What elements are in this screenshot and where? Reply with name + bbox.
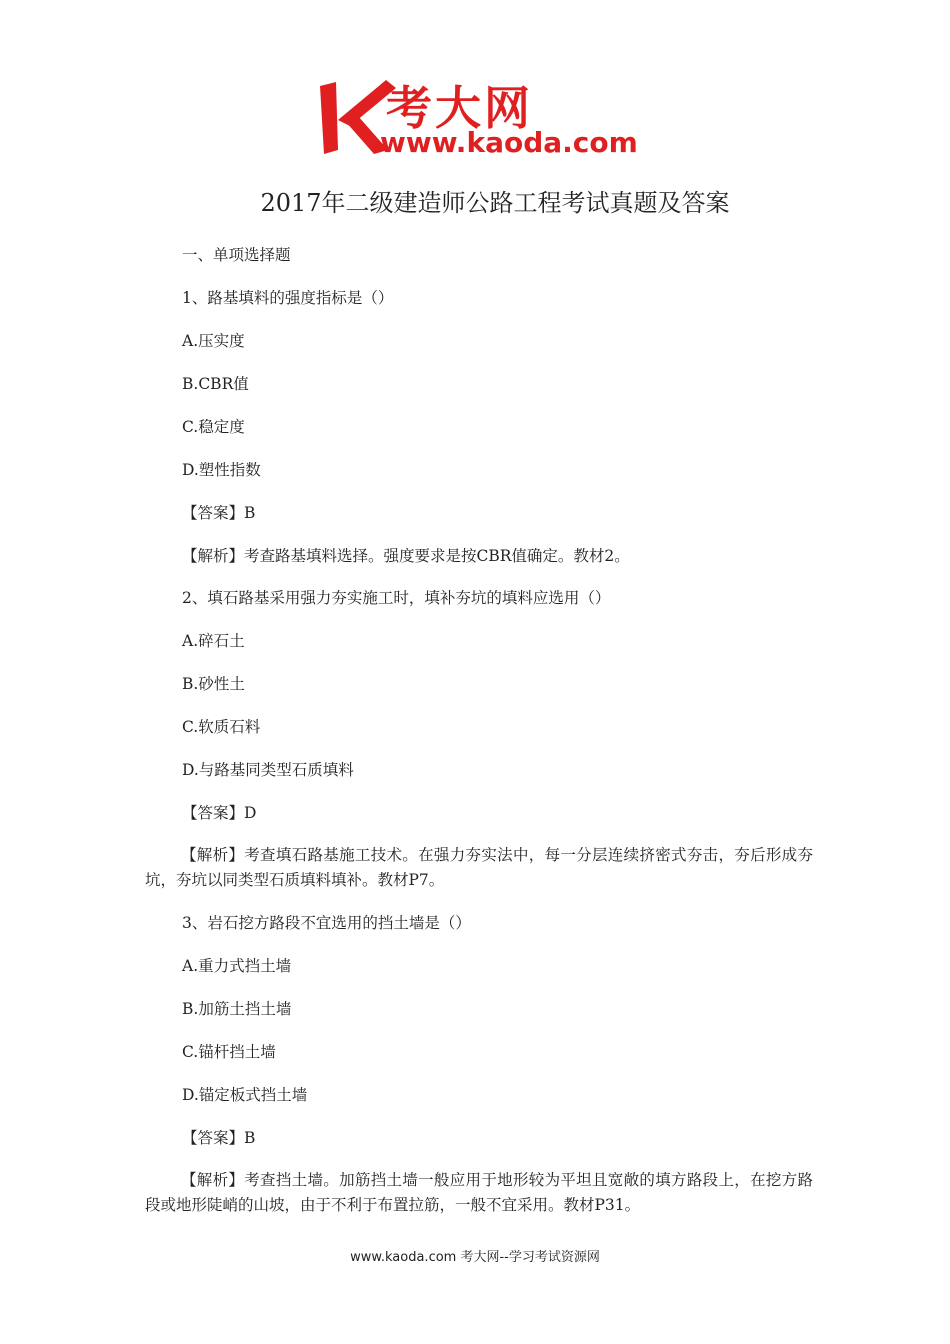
q3-option-b: B.加筋土挡土墙 bbox=[182, 1000, 292, 1018]
question-2: 2、填石路基采用强力夯实施工时，填补夯坑的填料应选用（） bbox=[182, 589, 611, 607]
q3-answer: 【答案】B bbox=[182, 1129, 256, 1147]
q1-answer: 【答案】B bbox=[182, 504, 256, 522]
site-logo bbox=[316, 78, 638, 160]
section-heading: 一、单项选择题 bbox=[182, 246, 291, 264]
q2-option-c: C.软质石料 bbox=[182, 718, 261, 736]
page-title: 2017年二级建造师公路工程考试真题及答案 bbox=[260, 189, 730, 217]
q2-option-a: A.碎石土 bbox=[182, 632, 245, 650]
q1-option-d: D.塑性指数 bbox=[182, 461, 261, 479]
q3-option-d: D.锚定板式挡土墙 bbox=[182, 1086, 308, 1104]
q1-option-b: B.CBR值 bbox=[182, 375, 249, 393]
logo-chinese-text: 考大网 bbox=[386, 81, 533, 135]
q1-option-c: C.稳定度 bbox=[182, 418, 245, 436]
q3-option-a: A.重力式挡土墙 bbox=[182, 957, 292, 975]
q2-analysis: 【解析】考查填石路基施工技术。在强力夯实法中，每一分层连续挤密式夯击，夯后形成夯坑，夯坑以同类型石质填料填补。教材P7。 bbox=[145, 846, 813, 889]
q3-analysis: 【解析】考查挡土墙。加筋挡土墙一般应用于地形较为平坦且宽敞的填方路段上，在挖方路段或地形陡峭的山坡，由于不利于布置拉筋，一般不宜采用。教材P31。 bbox=[145, 1171, 813, 1214]
q2-option-d: D.与路基同类型石质填料 bbox=[182, 761, 354, 779]
q1-option-a: A.压实度 bbox=[182, 332, 245, 350]
q2-answer: 【答案】D bbox=[182, 804, 257, 822]
question-1: 1、路基填料的强度指标是（） bbox=[182, 289, 394, 307]
page-footer: www.kaoda.com 考大网--学习考试资源网 bbox=[350, 1250, 600, 1265]
question-3: 3、岩石挖方路段不宜选用的挡土墙是（） bbox=[182, 914, 471, 932]
logo-url-text: www.kaoda.com bbox=[380, 126, 638, 159]
q2-option-b: B.砂性土 bbox=[182, 675, 245, 693]
q3-option-c: C.锚杆挡土墙 bbox=[182, 1043, 276, 1061]
q1-analysis: 【解析】考查路基填料选择。强度要求是按CBR值确定。教材2。 bbox=[182, 547, 630, 565]
